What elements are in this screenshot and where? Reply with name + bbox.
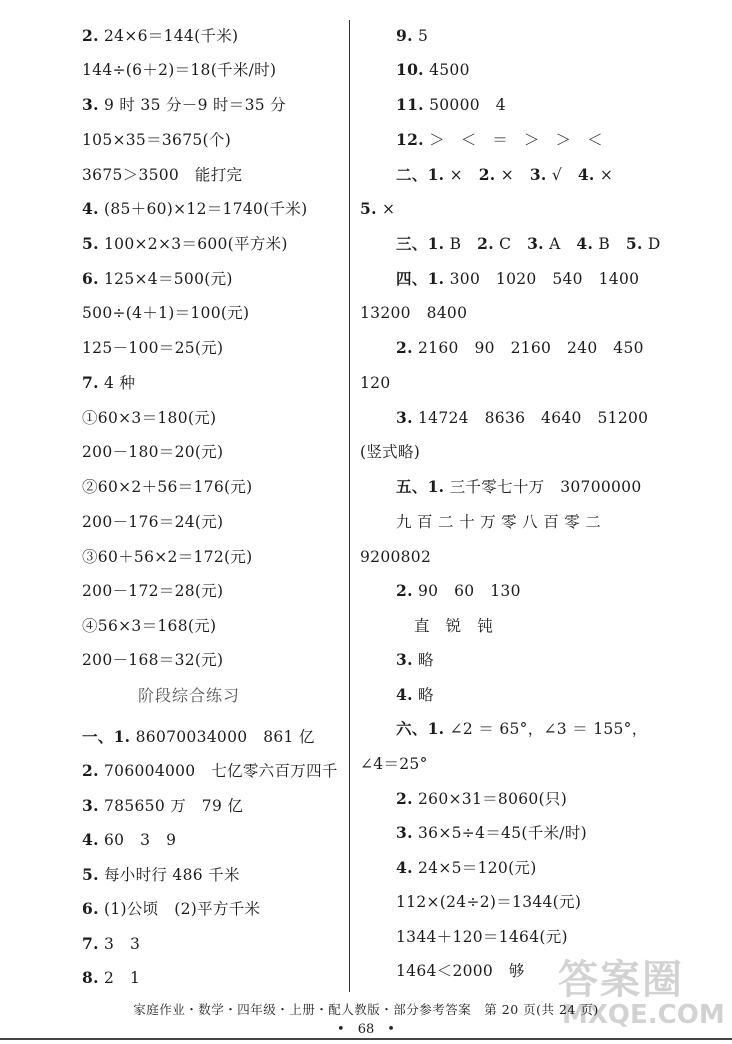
question-number: 5. bbox=[82, 865, 99, 884]
question-number: 3. bbox=[529, 165, 547, 184]
answer-text: 112×(24÷2)＝1344(元) bbox=[396, 893, 582, 911]
page-number: • 68 • bbox=[337, 1022, 395, 1037]
answer-line bbox=[396, 960, 525, 982]
answer-line bbox=[82, 372, 135, 394]
question-number: 6. bbox=[82, 269, 99, 288]
answer-text: √ bbox=[546, 166, 578, 184]
answer-line bbox=[82, 760, 338, 782]
section-title: 阶段综合练习 bbox=[138, 686, 241, 705]
answer-text: 九 百 二 十 万 零 八 百 零 二 bbox=[396, 513, 602, 531]
answer-text: 24×5＝120(元) bbox=[412, 859, 537, 877]
answer-text: 5 bbox=[412, 27, 429, 45]
answer-line bbox=[82, 129, 231, 151]
answer-line bbox=[360, 441, 420, 463]
question-number: 一、1. bbox=[82, 727, 131, 746]
answer-text: ③60＋56×2＝172(元) bbox=[82, 548, 253, 566]
answer-text: 144÷(6＋2)＝18(千米/时) bbox=[82, 61, 277, 79]
answer-line bbox=[396, 580, 521, 602]
answer-text: D bbox=[642, 235, 661, 253]
answer-line bbox=[82, 546, 252, 568]
page-footer: 家庭作业・数学・四年级・上册・配人教版・部分参考答案 第 20 页(共 24 页) bbox=[133, 1002, 599, 1017]
answer-line bbox=[360, 753, 428, 775]
answer-line bbox=[82, 795, 243, 817]
question-number: 二、1. bbox=[396, 165, 445, 184]
answer-line bbox=[360, 372, 391, 394]
answer-line bbox=[396, 337, 644, 359]
answer-line bbox=[82, 615, 216, 637]
answer-text: 200－176＝24(元) bbox=[82, 513, 224, 531]
column-divider bbox=[349, 20, 350, 992]
answer-line bbox=[396, 822, 587, 844]
question-number: 2. bbox=[396, 338, 413, 357]
question-number: 12. bbox=[396, 130, 424, 149]
answer-text: 4500 bbox=[423, 61, 470, 79]
question-number: 五、1. bbox=[396, 477, 445, 496]
question-number: 2. bbox=[396, 581, 413, 600]
answer-text: 略 bbox=[412, 686, 434, 704]
answer-line bbox=[396, 476, 642, 498]
answer-text: 706004000 七亿零六百万四千 bbox=[98, 762, 338, 780]
answer-line bbox=[360, 198, 395, 220]
answer-line bbox=[82, 441, 223, 463]
watermark-text: 答案圈 bbox=[558, 957, 684, 1003]
answer-text: 24×6＝144(千米) bbox=[98, 27, 239, 45]
answer-text: 2160 90 2160 240 450 bbox=[412, 339, 644, 357]
question-number: 三、1. bbox=[396, 234, 445, 253]
answer-text: 13200 8400 bbox=[360, 304, 468, 322]
question-number: 六、1. bbox=[396, 719, 445, 738]
answer-line bbox=[82, 829, 176, 851]
question-number: 10. bbox=[396, 60, 424, 79]
question-number: 7. bbox=[82, 934, 99, 953]
answer-line bbox=[82, 302, 249, 324]
answer-text: 125×4＝500(元) bbox=[98, 270, 233, 288]
answer-text: 300 1020 540 1400 bbox=[444, 270, 640, 288]
answer-line bbox=[396, 718, 648, 740]
answer-text: × bbox=[444, 166, 479, 184]
question-number: 2. bbox=[477, 234, 494, 253]
answer-line bbox=[396, 59, 470, 81]
question-number: 3. bbox=[396, 823, 413, 842]
answer-text: 90 60 130 bbox=[412, 582, 521, 600]
answer-line bbox=[396, 25, 428, 47]
answer-text: 200－172＝28(元) bbox=[82, 582, 224, 600]
question-number: 3. bbox=[82, 796, 99, 815]
answer-text: 500÷(4＋1)＝100(元) bbox=[82, 304, 250, 322]
answer-line bbox=[396, 164, 613, 186]
question-number: 3. bbox=[527, 234, 544, 253]
question-number: 4. bbox=[576, 234, 594, 253]
question-number: 7. bbox=[82, 373, 99, 392]
answer-text: 3 3 bbox=[98, 935, 141, 953]
answer-text: ∠4＝25° bbox=[360, 755, 428, 773]
answer-text: 120 bbox=[360, 374, 391, 392]
answer-line bbox=[414, 615, 493, 637]
question-number: 2. bbox=[396, 789, 413, 808]
answer-line bbox=[82, 233, 288, 255]
answer-line bbox=[82, 580, 223, 602]
answer-text: 3675＞3500 能打完 bbox=[82, 166, 243, 184]
question-number: 2. bbox=[82, 26, 99, 45]
answer-text: ②60×2＋56＝176(元) bbox=[82, 478, 253, 496]
bottom-rule bbox=[0, 1038, 732, 1040]
answer-text: B bbox=[593, 235, 626, 253]
answer-text: (1)公顷 (2)平方千米 bbox=[98, 900, 261, 918]
answer-text: 略 bbox=[412, 651, 434, 669]
answer-text: ∠2 ＝ 65°，∠3 ＝ 155°， bbox=[444, 720, 648, 738]
answer-text: (85＋60)×12＝1740(千米) bbox=[98, 200, 308, 218]
question-number: 5. bbox=[82, 234, 99, 253]
answer-line bbox=[396, 511, 601, 533]
answer-text: × bbox=[376, 200, 396, 218]
answer-text: 1344＋120＝1464(元) bbox=[396, 928, 568, 946]
answer-text: × bbox=[495, 166, 530, 184]
question-number: 8. bbox=[82, 968, 99, 987]
answer-line bbox=[396, 94, 506, 116]
answer-line bbox=[82, 933, 140, 955]
answer-line bbox=[396, 268, 639, 290]
answer-line bbox=[82, 407, 216, 429]
answer-line bbox=[396, 891, 581, 913]
answer-text: 1464＜2000 够 bbox=[396, 962, 525, 980]
question-number: 5. bbox=[360, 199, 377, 218]
answer-text: 9200802 bbox=[360, 548, 432, 566]
answer-text: 14724 8636 4640 51200 bbox=[412, 409, 649, 427]
answer-line bbox=[82, 268, 233, 290]
question-number: 四、1. bbox=[396, 269, 445, 288]
answer-line bbox=[82, 337, 223, 359]
answer-text: A bbox=[543, 235, 577, 253]
answer-text: 200－180＝20(元) bbox=[82, 443, 224, 461]
answer-text: 4 种 bbox=[98, 374, 136, 392]
answer-text: B bbox=[444, 235, 478, 253]
answer-line bbox=[82, 198, 308, 220]
answer-text: 2 1 bbox=[98, 969, 141, 987]
answer-text: ＞ ＜ ＝ ＞ ＞ ＜ bbox=[423, 131, 603, 149]
question-number: 2. bbox=[478, 165, 496, 184]
question-number: 11. bbox=[396, 95, 424, 114]
answer-line bbox=[360, 546, 431, 568]
question-number: 5. bbox=[625, 234, 643, 253]
answer-text: 36×5÷4＝45(千米/时) bbox=[412, 824, 587, 842]
answer-line bbox=[82, 164, 242, 186]
answer-line bbox=[396, 649, 434, 671]
answer-line bbox=[82, 476, 252, 498]
answer-line bbox=[396, 857, 537, 879]
answer-line bbox=[82, 864, 240, 886]
answer-text: 直 锐 钝 bbox=[414, 617, 494, 635]
question-number: 4. bbox=[577, 165, 595, 184]
question-number: 4. bbox=[82, 199, 99, 218]
answer-text: 60 3 9 bbox=[98, 831, 177, 849]
answer-line bbox=[396, 684, 434, 706]
answer-line bbox=[82, 511, 223, 533]
question-number: 9. bbox=[396, 26, 413, 45]
answer-text: 三千零七十万 30700000 bbox=[444, 478, 642, 496]
answer-line bbox=[396, 926, 568, 948]
answer-line bbox=[82, 25, 238, 47]
answer-text: 每小时行 486 千米 bbox=[98, 866, 240, 884]
answer-text: 125－100＝25(元) bbox=[82, 339, 224, 357]
answer-line bbox=[360, 302, 467, 324]
answer-line bbox=[82, 59, 276, 81]
watermark-url: MXQE.COM bbox=[562, 1000, 725, 1030]
question-number: 4. bbox=[82, 830, 99, 849]
question-number: 3. bbox=[396, 408, 413, 427]
answer-line bbox=[396, 233, 661, 255]
answer-line bbox=[82, 726, 315, 748]
answer-text: 100×2×3＝600(平方米) bbox=[98, 235, 288, 253]
answer-text: 105×35＝3675(个) bbox=[82, 131, 232, 149]
answer-line bbox=[82, 649, 223, 671]
question-number: 4. bbox=[396, 685, 413, 704]
answer-line bbox=[396, 129, 603, 151]
answer-text: ④56×3＝168(元) bbox=[82, 617, 217, 635]
answer-line bbox=[82, 967, 140, 989]
question-number: 4. bbox=[396, 858, 413, 877]
answer-text: C bbox=[493, 235, 528, 253]
question-number: 3. bbox=[82, 95, 99, 114]
answer-text: 260×31＝8060(只) bbox=[412, 790, 568, 808]
answer-text: 785650 万 79 亿 bbox=[98, 797, 244, 815]
answer-line bbox=[396, 407, 648, 429]
answer-text: ①60×3＝180(元) bbox=[82, 409, 217, 427]
answer-line bbox=[82, 898, 260, 920]
answer-line bbox=[82, 94, 286, 116]
question-number: 6. bbox=[82, 899, 99, 918]
answer-text: 86070034000 861 亿 bbox=[130, 728, 315, 746]
answer-line bbox=[396, 788, 567, 810]
answer-text: (竖式略) bbox=[360, 443, 421, 461]
answer-text: 9 时 35 分－9 时＝35 分 bbox=[98, 96, 286, 114]
answer-text: × bbox=[594, 166, 614, 184]
answer-text: 200－168＝32(元) bbox=[82, 651, 224, 669]
answer-text: 50000 4 bbox=[423, 96, 506, 114]
question-number: 2. bbox=[82, 761, 99, 780]
question-number: 3. bbox=[396, 650, 413, 669]
